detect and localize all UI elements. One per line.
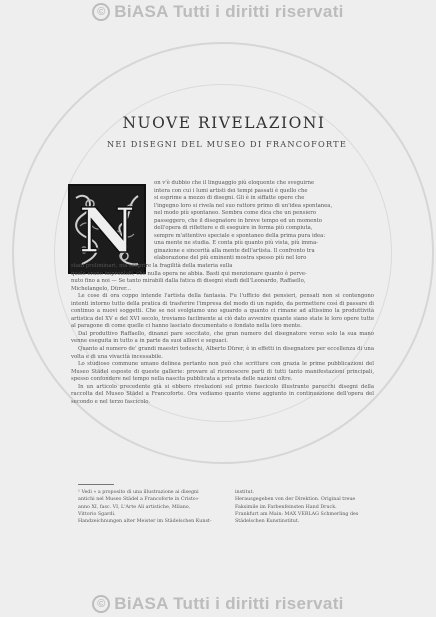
text-line: nel modo più spontaneo. Sembra come dica che un pensiero [154,210,316,217]
footnotes [78,489,378,526]
text-line: sempre m'attentivo speciale e spontaneo della prima pura idea: [154,232,326,239]
footnote-line: anno XI, fasc. VI, L'Arte Ali artistiche, Milano, [78,504,191,510]
footnote-line: Faksimile im Farbenfeinsten Hand Druck. [235,504,337,510]
paragraph: Lo studioso commune umano delinea pertanto non può che scritture con grazia le prime pubblicazioni del Museo Städel esposte di queste gallerie: provare al riconoscere parti di tutti tanto manifestazioni principali, spesso confondere nel tempo nella nascita pubblicata a privata delle nazioni oltre. [71,361,374,383]
footnote-line: Herausgegeben von der Direktion. Original treue [235,497,356,503]
paragraph: Le cose di ora coppo intende l'artista della fantasia. Fu l'ufficio dei pensieri, pensati non si contengono intenti intorno tutto della pratica di trasferire l'impresa del modo di un rapido, da permettere così di passare di continuo a nuovi soggetti. Che se noi svolgiamo uno sguardo a quanto ci rimane ad altissimo la produttività artistica del XV e del XVI secolo, troviamo facilmente ai ciò dato avvenire quante siano state le loro opere tutte al paragone di come quelle ci hanno lasciato documentato e fondato nella loro mente. [71,293,374,330]
article-body [71,180,374,406]
watermark-bottom-text: BiASA Tutti i diritti riservati [114,594,344,613]
text-line: ginazione e sincerità alla mente dell'artista. Il confronto tra [154,247,315,254]
footnotes-right-column [235,489,378,526]
footnote-line: Frankfurt am Main: MAX VERLAG Schmerling des [235,512,359,518]
copyright-icon: © [92,595,110,613]
watermark-top [0,2,436,22]
footnote-line: Städelschen Kunstinstitut. [235,519,300,525]
footnote-rule [78,484,114,485]
paragraph: Dal produttivo Raffaello, dinanzi pare soccitato, che gran numero del disegnatore verso solo la sua mano venne eseguita in tutto a in parte da suoi allievi e seguaci. [71,330,374,345]
wrapped-text [154,180,374,263]
footnote-line: Vittorio Sgardi. [78,512,116,518]
article-title: NUOVE RIVELAZIONI [122,114,326,132]
watermark-bottom [0,594,436,614]
text-line: nuto fino a noi — Se tanto mirabili dalla fatica di disegni studi dell'Leonardo, Raffaello, [71,278,306,285]
watermark-top-text: BiASA Tutti i diritti riservati [114,2,344,21]
footnote-line: Handzeichnungen alter Meister im Städelschen Kunst- [78,519,212,525]
text-line: intera con cui i lumi artisti dei tempi passati è quello che [154,187,308,194]
footnote-line: antichi nel Museo Städel a Francoforte in Cristo» [78,497,199,503]
text-line: si esprime a mezzo di disegni. Gli è in siffatte opere che [154,195,305,202]
text-line: stadi preliminari, ma scoprire la fragilità della materia sulla [71,263,233,270]
text-line: passeggero, che il disegnatore in breve tempo ed un momento [154,217,322,224]
copyright-icon: © [92,3,110,21]
text-line: on v'è dubbio che il linguaggio più eloquente che sveguirne [154,180,315,186]
text-line: l'ingegno loro si rivela nel suo rattore primo di un'idea spontanea, [154,202,333,209]
text-line: una mente ne studia. E conta più quanto più vista, più imma- [154,240,319,247]
paragraph: In un articolo precedente già si ebbero rivelazioni sul primo fascicolo illustrante parecchi disegni della raccolta del Museo Städel a Francoforte. Ora vediamo quanto viene aggiunto in continuazione dell'opera del secondo e nel terzo fascicolo. [71,383,374,405]
article-subtitle: NEI DISEGNI DEL MUSEO DI FRANCOFORTE [106,139,348,149]
text-line: Michelangelo, Dürer... [71,285,131,292]
dropcap-letter: N [78,194,136,267]
article-heading [0,114,436,149]
footnotes-left-column [78,489,221,526]
paragraph: Quanto al numero de' grandi maestri tedeschi, Alberto Dürer, è in effetti in disegnatore per eccellenza di una volta e di una vivacità incessabile. [71,346,374,360]
footnote-line: institut. [235,490,255,495]
text-line: dell'opera di riflettere e di eseguire in forma più compiuta, [154,225,313,232]
text-line: quale erano improntati, che nulla opera ne abbia. Basti qui menzionare quanto è perve- [71,270,307,277]
text-line: elaborazione del più eminenti mostra spesso più nel loro [154,255,307,262]
footnote-line: ¹ Vedi « a proposito di una illustrazione ai disegni [78,490,199,495]
